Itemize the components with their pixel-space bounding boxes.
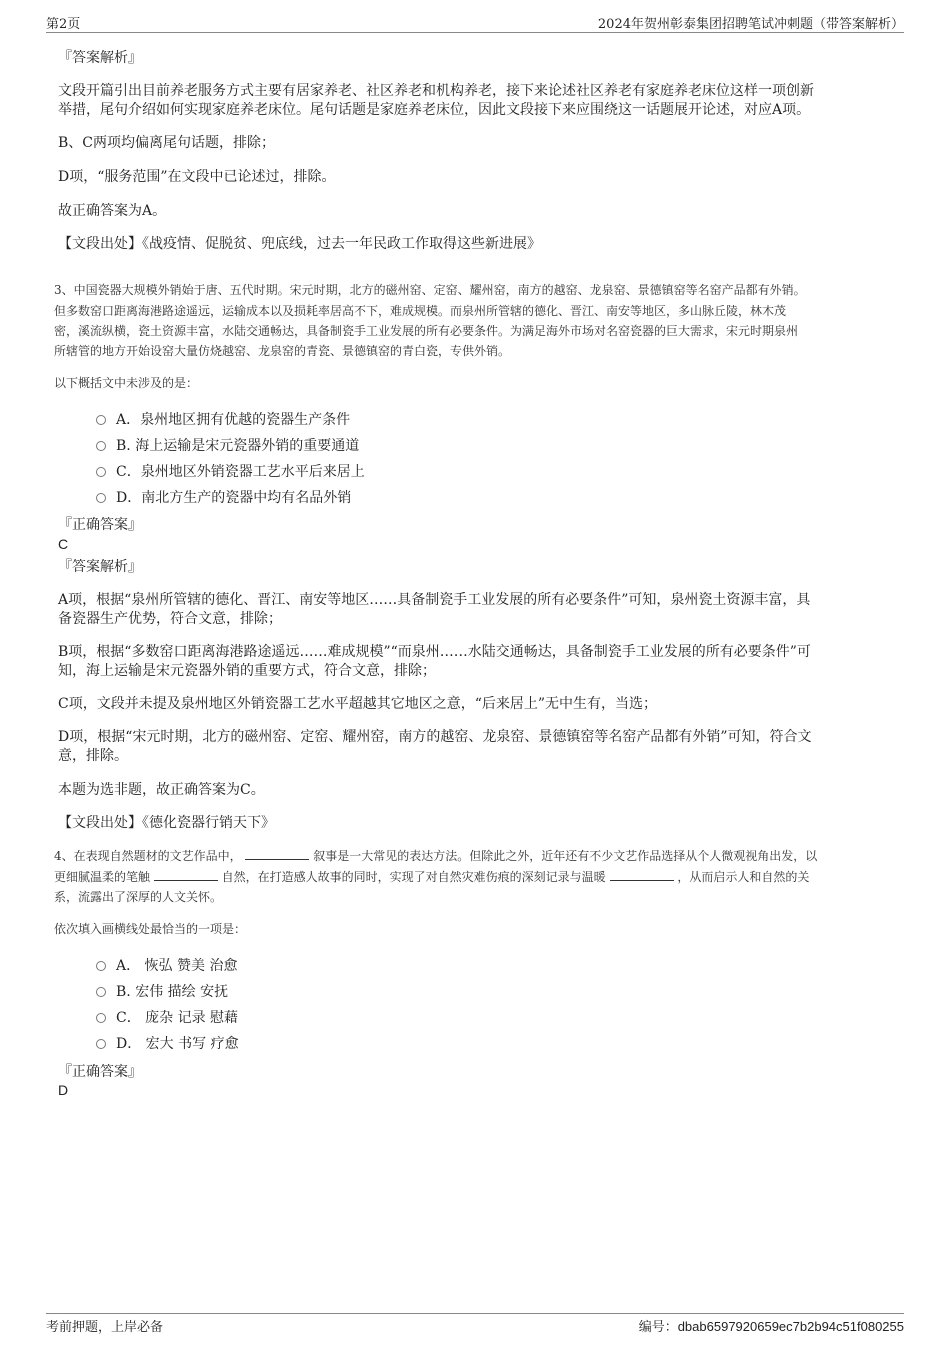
question-stem-line: 密，溪流纵横，瓷土资源丰富，水陆交通畅达，具备制瓷手工业发展的所有必要条件。为满足海外市场对名窑瓷器的巨大需求，宋元时期泉州 <box>54 324 799 338</box>
radio-icon[interactable] <box>96 415 106 425</box>
analysis-line: 意，排除。 <box>58 748 128 764</box>
analysis-line: 本题为选非题，故正确答案为C。 <box>58 782 265 798</box>
page-footer <box>46 1313 904 1334</box>
analysis-line: 故正确答案为A。 <box>58 203 167 219</box>
analysis-line: D项，“服务范围”在文段中已论述过，排除。 <box>58 169 336 185</box>
fill-blank <box>610 868 674 881</box>
analysis-line: C项，文段并未提及泉州地区外销瓷器工艺水平超越其它地区之意，“后来居上”无中生有，当选； <box>58 696 658 712</box>
correct-answer-heading: 『正确答案』 <box>58 1064 142 1080</box>
radio-icon[interactable] <box>96 961 106 971</box>
analysis-heading: 『答案解析』 <box>58 50 142 66</box>
question-stem-line: 但多数窑口距离海港路途遥远，运输成本以及损耗率居高不下，难成规模。而泉州所管辖的德化、晋江、南安等地区，多山脉丘陵，林木茂 <box>54 304 787 318</box>
analysis-line: A项，根据“泉州所管辖的德化、晋江、南安等地区……具备制瓷手工业发展的所有必要条件”可知，泉州瓷土资源丰富，具 <box>58 592 811 608</box>
question-stem-line: 系，流露出了深厚的人文关怀。 <box>54 890 223 904</box>
option-c[interactable]: C．泉州地区外销瓷器工艺水平后来居上 <box>96 462 365 482</box>
option-b[interactable]: B. 宏伟 描绘 安抚 <box>96 982 228 1002</box>
radio-icon[interactable] <box>96 1039 106 1049</box>
question-stem-line: 更细腻温柔的笔触 自然，在打造感人故事的同时，实现了对自然灾难伤痕的深刻记录与温暖 ，从而启示人和自然的关 <box>54 870 810 884</box>
question-stem-line: 3、中国瓷器大规模外销始于唐、五代时期。宋元时期，北方的磁州窑、定窑、耀州窑，南方的越窑、龙泉窑、景德镇窑等名窑产品都有外销。 <box>54 283 806 297</box>
option-a[interactable]: A． 恢弘 赞美 治愈 <box>96 956 237 976</box>
source-citation: 【文段出处】《德化瓷器行销天下》 <box>58 815 275 831</box>
question-prompt: 依次填入画横线处最恰当的一项是： <box>54 922 247 936</box>
analysis-line: 知，海上运输是宋元瓷器外销的重要方式，符合文意，排除； <box>58 663 436 679</box>
radio-icon[interactable] <box>96 1013 106 1023</box>
analysis-line: 文段开篇引出目前养老服务方式主要有居家养老、社区养老和机构养老，接下来论述社区养老有家庭养老床位这样一项创新 <box>58 83 814 99</box>
option-c[interactable]: C． 庞杂 记录 慰藉 <box>96 1008 238 1028</box>
fill-blank <box>245 847 309 860</box>
analysis-line: D项，根据“宋元时期，北方的磁州窑、定窑、耀州窑，南方的越窑、龙泉窑、景德镇窑等名窑产品都有外销”可知，符合文 <box>58 729 812 745</box>
option-d[interactable]: D． 宏大 书写 疗愈 <box>96 1034 239 1054</box>
fill-blank <box>154 868 218 881</box>
radio-icon[interactable] <box>96 987 106 997</box>
correct-answer: D <box>58 1082 69 1098</box>
option-d[interactable]: D．南北方生产的瓷器中均有名品外销 <box>96 488 351 508</box>
radio-icon[interactable] <box>96 441 106 451</box>
page-header <box>46 12 904 33</box>
analysis-line: B、C两项均偏离尾句话题，排除； <box>58 135 275 151</box>
question-stem-line: 4、在表现自然题材的文艺作品中， 叙事是一大常见的表达方法。但除此之外，近年还有不少文艺作品选择从个人微观视角出发，以 <box>54 849 818 863</box>
correct-answer: C <box>58 536 69 552</box>
analysis-line: 备瓷器生产优势，符合文意，排除； <box>58 611 282 627</box>
radio-icon[interactable] <box>96 467 106 477</box>
analysis-line: 举措，尾句介绍如何实现家庭养老床位。尾句话题是家庭养老床位，因此文段接下来应围绕这一话题展开论述，对应A项。 <box>58 102 811 118</box>
footer-slogan: 考前押题，上岸必备 <box>46 1320 164 1335</box>
option-b[interactable]: B. 海上运输是宋元瓷器外销的重要通道 <box>96 436 359 456</box>
analysis-line: B项，根据“多数窑口距离海港路途遥远……难成规模”“而泉州……水陆交通畅达，具备制瓷手工业发展的所有必要条件”可 <box>58 644 811 660</box>
correct-answer-heading: 『正确答案』 <box>58 517 142 533</box>
page-number: 第2页 <box>46 17 81 32</box>
document-code: 编号：dbab6597920659ec7b2b94c51f080255 <box>638 1319 904 1334</box>
analysis-heading: 『答案解析』 <box>58 559 142 575</box>
source-citation: 【文段出处】《战疫情、促脱贫、兜底线，过去一年民政工作取得这些新进展》 <box>58 236 541 252</box>
question-stem-line: 所辖管的地方开始设窑大量仿烧越窑、龙泉窑的青瓷、景德镇窑的青白瓷，专供外销。 <box>54 344 511 358</box>
radio-icon[interactable] <box>96 493 106 503</box>
document-title: 2024年贺州彰泰集团招聘笔试冲刺题（带答案解析） <box>597 17 904 32</box>
option-a[interactable]: A．泉州地区拥有优越的瓷器生产条件 <box>96 410 350 430</box>
question-prompt: 以下概括文中未涉及的是： <box>54 376 199 390</box>
